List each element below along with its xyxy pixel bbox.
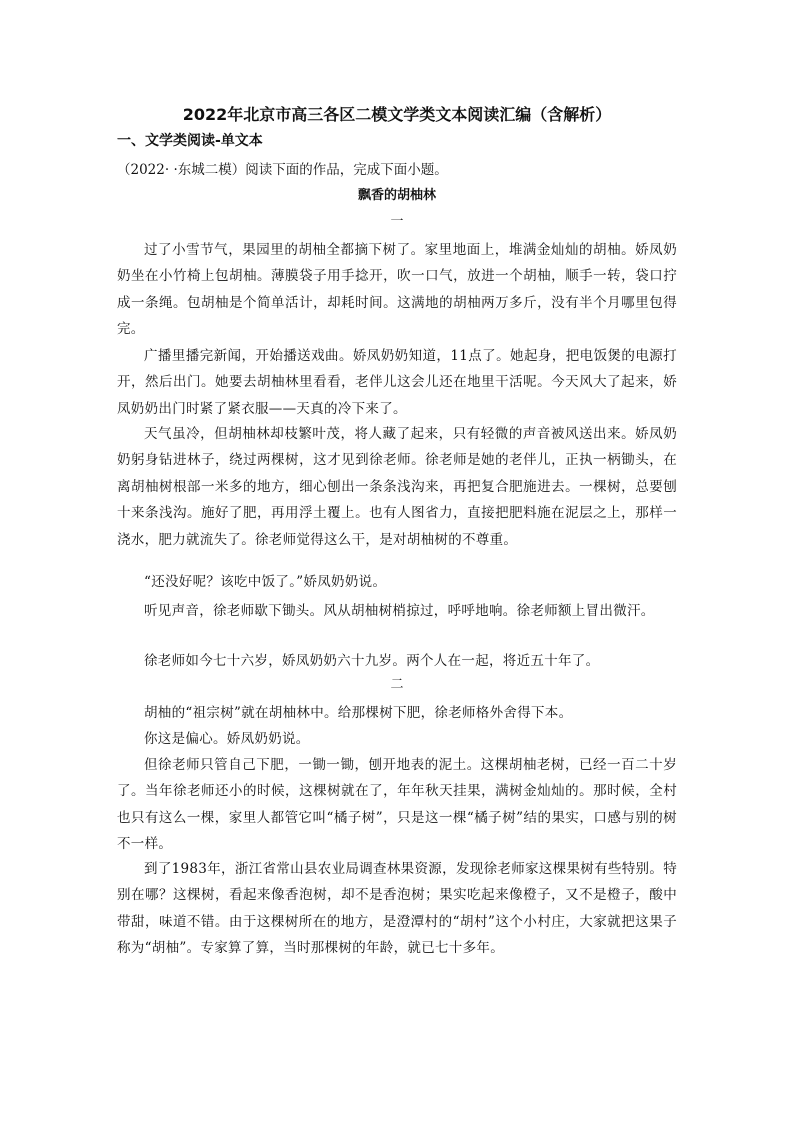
paragraph-8: 你这是偏心。娇凤奶奶说。 (144, 731, 310, 747)
paragraph-9: 但徐老师只管自己下肥，一锄一锄，刨开地表的泥土。这棵胡柚老树，已经一百二十岁了。当年徐老师还小的时候，这棵树就在了，年年秋天挂果，满树金灿灿的。那时候，全村也只有这么一棵，家里人都管它叫“橘子树”，只是这一棵“橘子树”结的果实，口感与别的树不一样。 (117, 757, 677, 853)
paragraph-2: 广播里播完新闻，开始播送戏曲。娇凤奶奶知道，11点了。她起身，把电饭煲的电源打开，然后出门。她要去胡柚林里看看，老伴儿这会儿还在地里干活呢。今天风大了起来，娇凤奶奶出门时紧了紧衣服——天真的冷下来了。 (117, 348, 677, 417)
question-source-line: （2022· ·东城二模）阅读下面的作品，完成下面小题。 (117, 162, 448, 178)
paragraph-6: 徐老师如今七十六岁，娇凤奶奶六十九岁。两个人在一起，将近五十年了。 (144, 653, 600, 669)
section-heading: 一、文学类阅读-单文本 (117, 133, 263, 149)
article-title: 飘香的胡柚林 (357, 188, 436, 203)
part-one-marker: 一 (390, 214, 404, 229)
paragraph-5: 听见声音，徐老师歇下锄头。风从胡柚树梢掠过，呼呼地响。徐老师额上冒出微汗。 (144, 603, 655, 619)
paragraph-7: 胡柚的“祖宗树”就在胡柚林中。给那棵树下肥，徐老师格外舍得下本。 (144, 705, 573, 721)
paragraph-1: 过了小雪节气，果园里的胡柚全都摘下树了。家里地面上，堆满金灿灿的胡柚。娇凤奶奶坐在小竹椅上包胡柚。薄膜袋子用手捻开，吹一口气，放进一个胡柚，顺手一转，袋口拧成一条绳。包胡柚是个简单活计，却耗时间。这满地的胡柚两万多斤，没有半个月哪里包得完。 (117, 242, 677, 338)
part-two-marker: 二 (390, 677, 404, 692)
paragraph-4: “还没好呢？该吃中饭了。”娇凤奶奶说。 (144, 574, 387, 590)
paragraph-10: 到了1983年，浙江省常山县农业局调查林果资源，发现徐老师家这棵果树有些特别。特别在哪？这棵树，看起来像香泡树，却不是香泡树；果实吃起来像橙子，又不是橙子，酸中带甜，味道不错。由于这棵树所在的地方，是澄潭村的“胡村”这个小村庄，大家就把这果子称为“胡柚”。专家算了算，当时那棵树的年龄，就已七十多年。 (117, 861, 677, 957)
document-title: 2022年北京市高三各区二模文学类文本阅读汇编（含解析） (182, 105, 612, 124)
paragraph-3: 天气虽冷，但胡柚林却枝繁叶茂，将人藏了起来，只有轻微的声音被风送出来。娇凤奶奶躬身钻进林子，绕过两棵树，这才见到徐老师。徐老师是她的老伴儿，正执一柄锄头，在离胡柚树根部一米多的地方，细心刨出一条条浅沟来，再把复合肥施进去。一棵树，总要刨十来条浅沟。施好了肥，再用浮土覆上。也有人图省力，直接把肥料施在泥层之上，那样一浇水，肥力就流失了。徐老师觉得这么干，是对胡柚树的不尊重。 (117, 426, 677, 548)
